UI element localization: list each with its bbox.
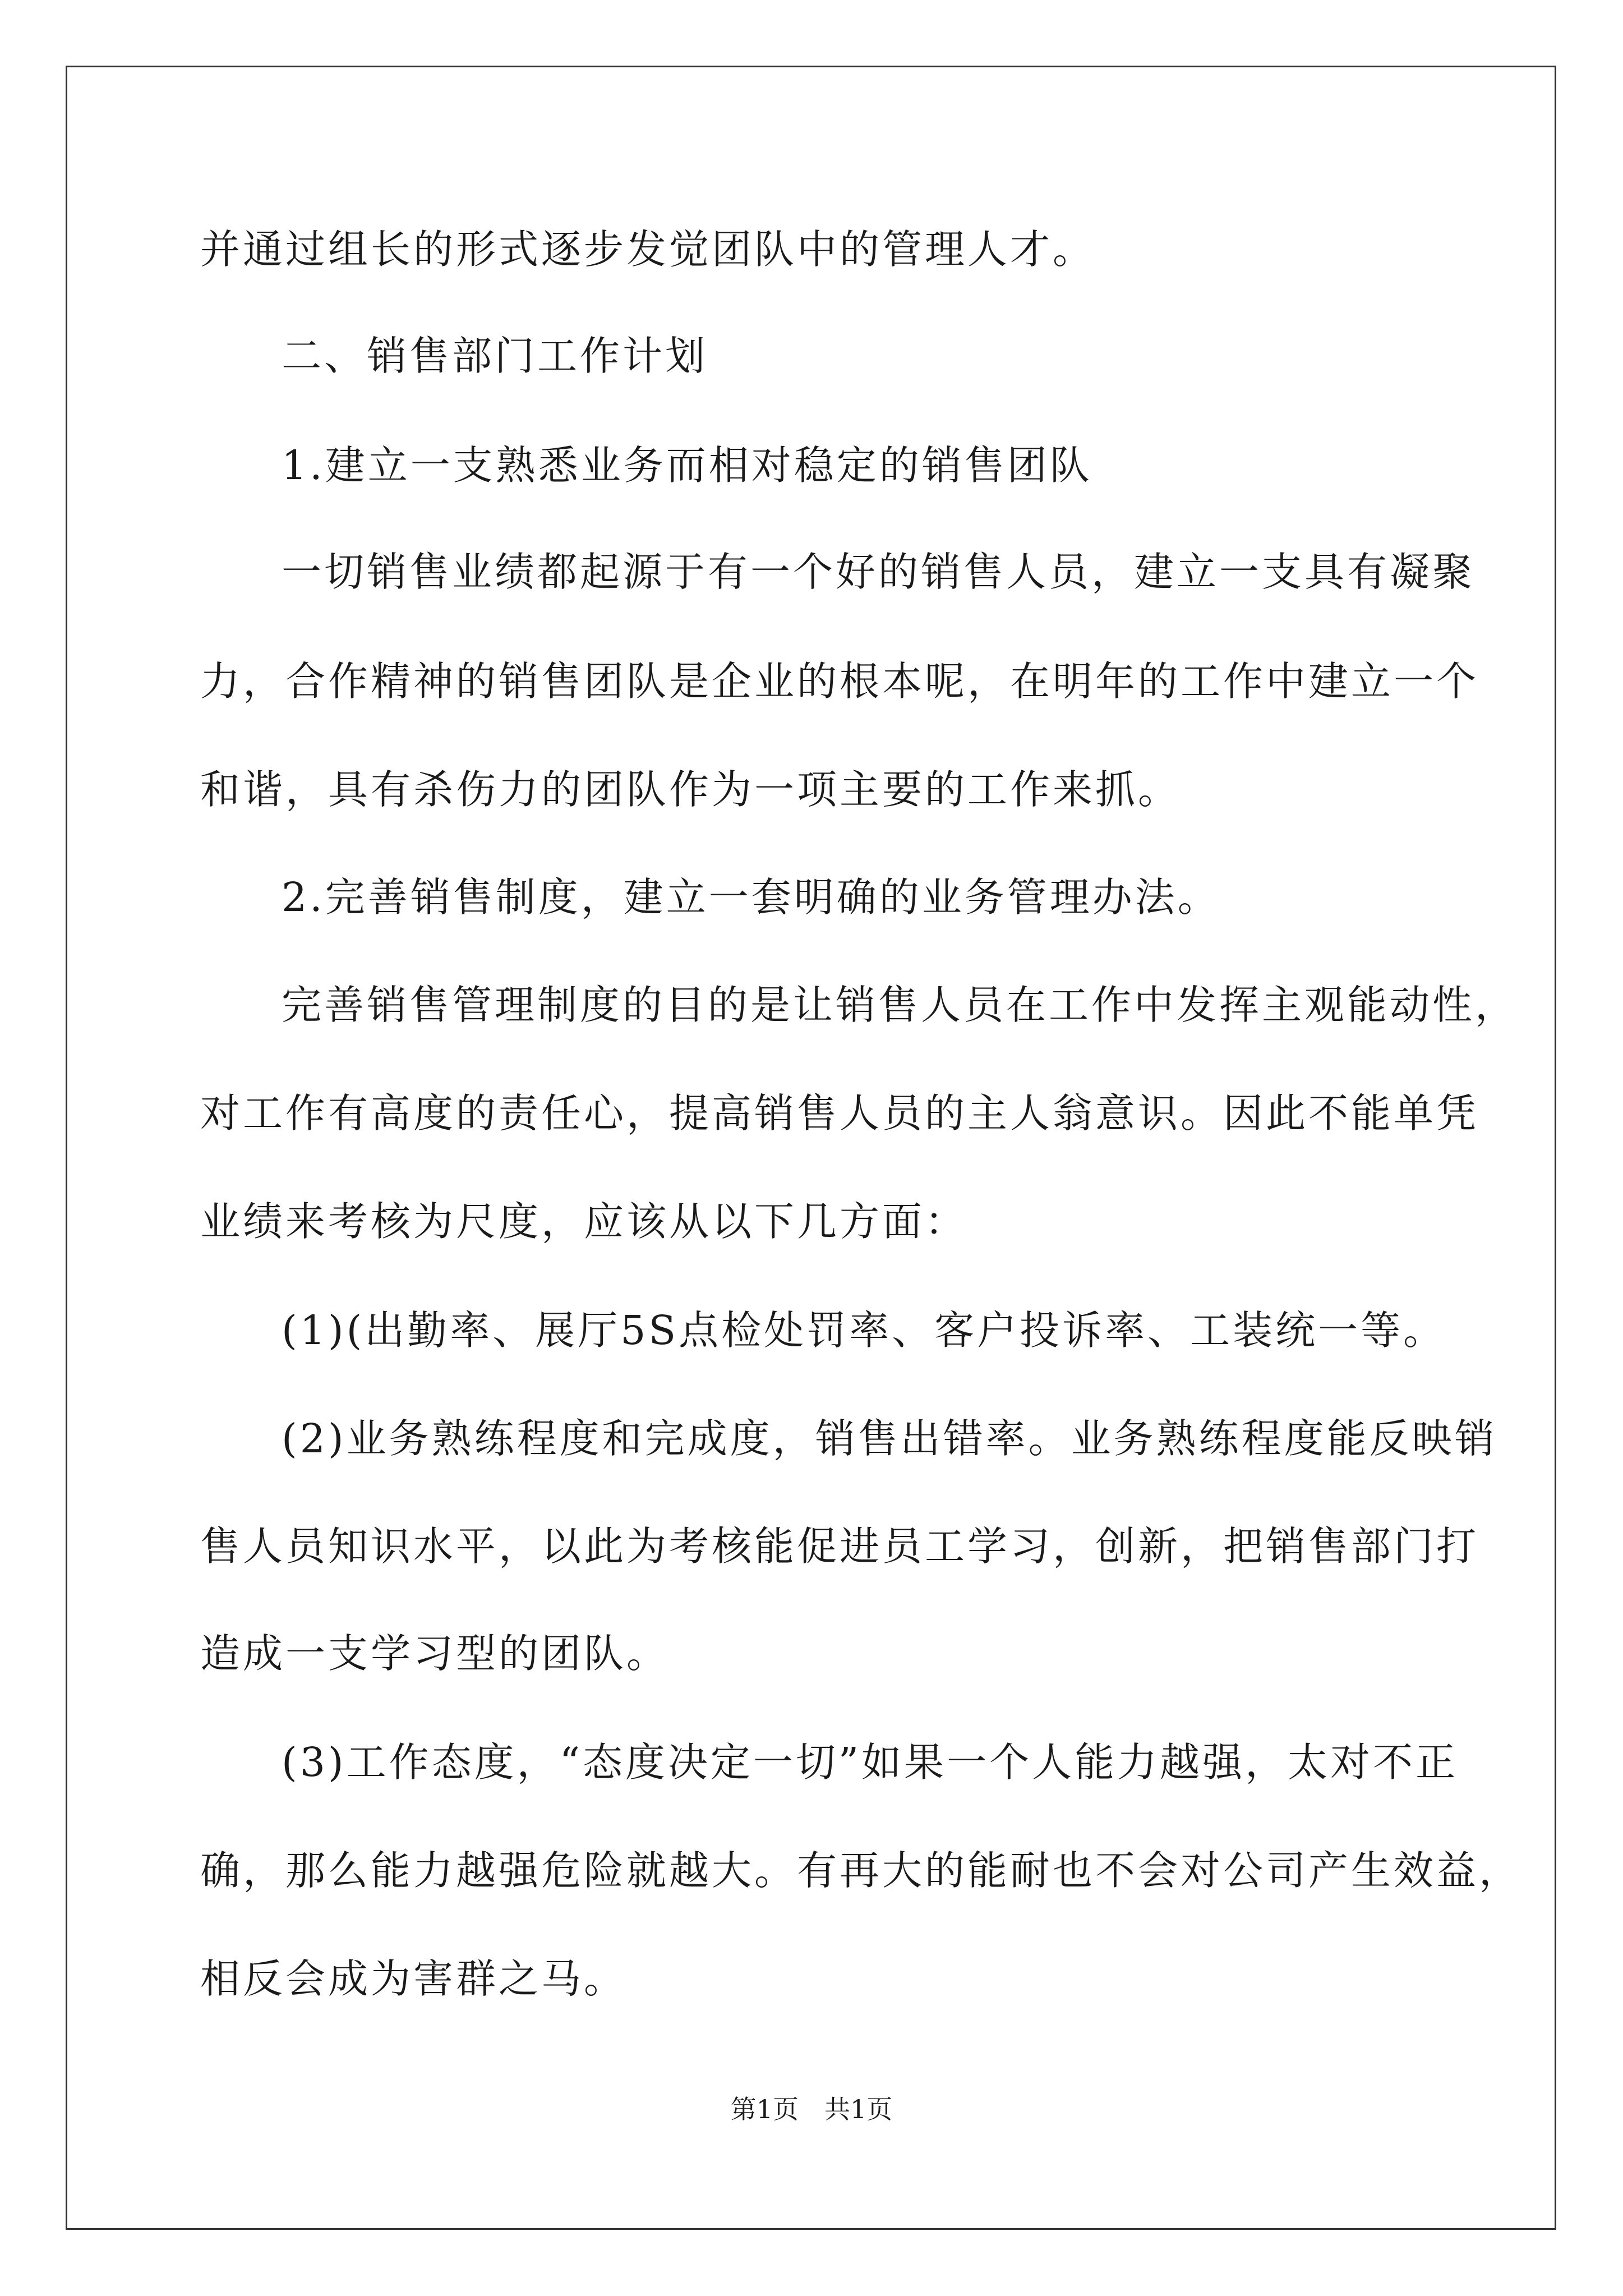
paragraph-line: 力，合作精神的销售团队是企业的根本呢，在明年的工作中建立一个 <box>200 658 1479 705</box>
list-item: (1)(出勤率、展厅5S点检处罚率、客户投诉率、工装统一等。 <box>282 1307 1446 1354</box>
page-number: 第1页 共1页 <box>730 2094 893 2124</box>
paragraph-line: 一切销售业绩都起源于有一个好的销售人员，建立一支具有凝聚 <box>282 549 1476 595</box>
subsection-heading: 1.建立一支熟悉业务而相对稳定的销售团队 <box>282 442 1092 489</box>
paragraph-line: 完善销售管理制度的目的是让销售人员在工作中发挥主观能动性， <box>282 982 1518 1028</box>
paragraph-line: 对工作有高度的责任心，提高销售人员的主人翁意识。因此不能单凭 <box>200 1090 1479 1137</box>
paragraph-line: 确，那么能力越强危险就越大。有再大的能耐也不会对公司产生效益， <box>200 1847 1522 1894</box>
page-border <box>66 66 1556 2230</box>
paragraph-line: 并通过组长的形式逐步发觉团队中的管理人才。 <box>200 226 1096 273</box>
list-item: (2)业务熟练程度和完成度，销售出错率。业务熟练程度能反映销 <box>282 1415 1497 1462</box>
list-item: (3)工作态度，“态度决定一切”如果一个人能力越强，太对不正 <box>282 1739 1459 1786</box>
paragraph-line: 造成一支学习型的团队。 <box>200 1630 670 1677</box>
section-heading: 二、销售部门工作计划 <box>282 333 708 379</box>
paragraph-line: 业绩来考核为尺度，应该从以下几方面： <box>200 1198 968 1245</box>
paragraph-line: 和谐，具有杀伤力的团队作为一项主要的工作来抓。 <box>200 766 1181 813</box>
subsection-heading: 2.完善销售制度，建立一套明确的业务管理办法。 <box>282 874 1220 921</box>
paragraph-line: 相反会成为害群之马。 <box>200 1955 627 2002</box>
paragraph-line: 售人员知识水平，以此为考核能促进员工学习，创新，把销售部门打 <box>200 1523 1479 1570</box>
